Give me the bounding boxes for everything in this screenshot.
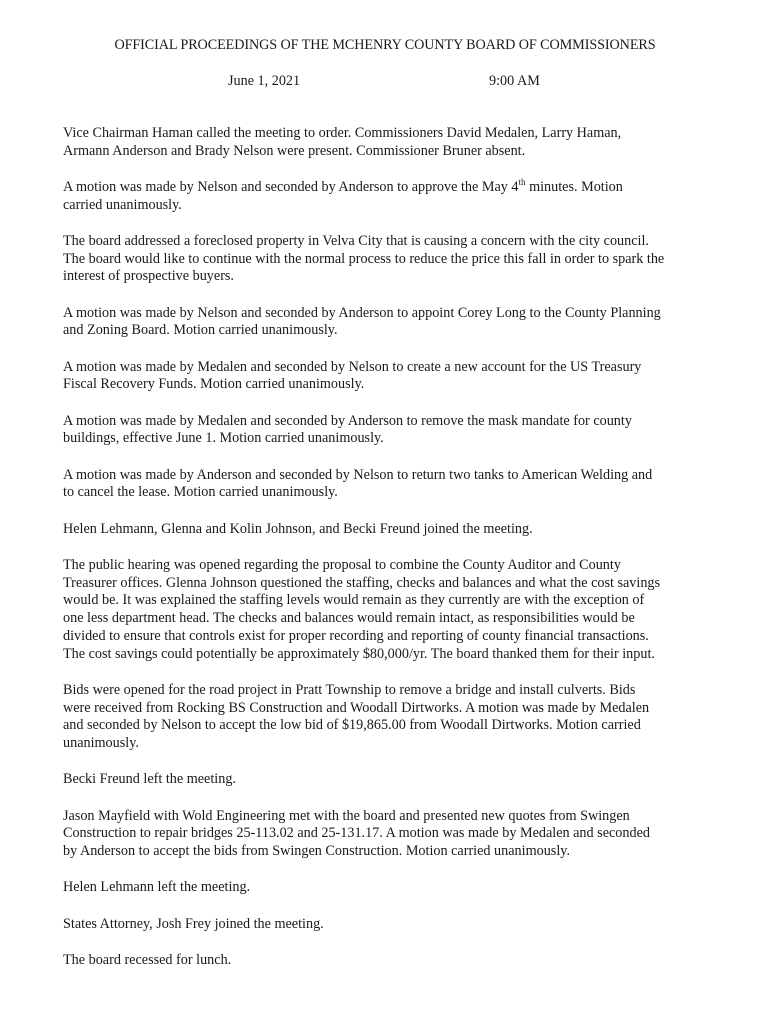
paragraph-line: Armann Anderson and Brady Nelson were present. Commissioner Bruner absent. bbox=[63, 142, 526, 159]
paragraph-line: Fiscal Recovery Funds. Motion carried unanimously. bbox=[63, 376, 365, 393]
paragraph-planning-board bbox=[63, 305, 713, 340]
paragraph-line: Becki Freund left the meeting. bbox=[63, 771, 236, 788]
meeting-date: June 1, 2021 bbox=[228, 73, 301, 89]
paragraph-line-text: A motion was made by Nelson and seconded by Anderson to approve the May 4 bbox=[63, 179, 519, 195]
paragraph-call-to-order bbox=[63, 125, 713, 160]
paragraph-line: unanimously. bbox=[63, 734, 139, 751]
paragraph-line-text: minutes. Motion bbox=[525, 179, 623, 195]
paragraph-treasury-account bbox=[63, 359, 713, 394]
paragraph-line: A motion was made by Medalen and seconded by Nelson to create a new account for the US Treasury bbox=[63, 358, 642, 375]
paragraph-line: by Anderson to accept the bids from Swingen Construction. Motion carried unanimously. bbox=[63, 842, 570, 859]
paragraph-line: to cancel the lease. Motion carried unanimously. bbox=[63, 484, 338, 501]
paragraph-line: and seconded by Nelson to accept the low bid of $19,865.00 from Woodall Dirtworks. Motion carried bbox=[63, 717, 641, 734]
paragraph-line: would be. It was explained the staffing levels would remain as they currently are with the exception of bbox=[63, 592, 645, 609]
paragraph-line: Construction to repair bridges 25-113.02 and 25-131.17. A motion was made by Medalen and seconded bbox=[63, 825, 650, 842]
paragraph-line: Vice Chairman Haman called the meeting to order. Commissioners David Medalen, Larry Haman, bbox=[63, 125, 622, 141]
paragraph-line: Jason Mayfield with Wold Engineering met with the board and presented new quotes from Swingen bbox=[63, 807, 630, 824]
paragraph-line: divided to ensure that controls exist for proper recording and reporting of county financial transactions. bbox=[63, 627, 649, 644]
paragraph-minutes-approval bbox=[63, 179, 713, 214]
paragraph-line: A motion was made by Nelson and seconded by Anderson to appoint Corey Long to the County Planning bbox=[63, 304, 661, 321]
paragraph-bridge-repair bbox=[63, 808, 713, 861]
paragraph-line: The board addressed a foreclosed property in Velva City that is causing a concern with the city council. bbox=[63, 233, 649, 249]
paragraph-line: A motion was made by Anderson and seconded by Nelson to return two tanks to American Welding and bbox=[63, 466, 653, 483]
paragraph-line: Helen Lehmann left the meeting. bbox=[63, 879, 251, 896]
paragraph-line: interest of prospective buyers. bbox=[63, 268, 234, 285]
paragraph-joined-meeting bbox=[63, 521, 713, 539]
paragraph-public-hearing bbox=[63, 557, 713, 663]
paragraph-line: were received from Rocking BS Construction and Woodall Dirtworks. A motion was made by Medalen bbox=[63, 699, 650, 716]
paragraph-line: and Zoning Board. Motion carried unanimously. bbox=[63, 322, 338, 339]
paragraph-left-meeting bbox=[63, 879, 713, 897]
paragraph-line: buildings, effective June 1. Motion carried unanimously. bbox=[63, 430, 384, 447]
meeting-time: 9:00 AM bbox=[489, 73, 540, 89]
minutes-body bbox=[63, 125, 713, 988]
paragraph-welding-tanks bbox=[63, 467, 713, 502]
paragraph-mask-mandate bbox=[63, 413, 713, 448]
paragraph-line: A motion was made by Medalen and seconded by Anderson to remove the mask mandate for county bbox=[63, 412, 632, 429]
paragraph-line: States Attorney, Josh Frey joined the meeting. bbox=[63, 915, 324, 932]
ordinal-suffix: th bbox=[518, 177, 526, 187]
paragraph-line bbox=[63, 179, 713, 197]
paragraph-line: Bids were opened for the road project in Pratt Township to remove a bridge and install culverts. Bids bbox=[63, 681, 636, 698]
paragraph-line: The public hearing was opened regarding the proposal to combine the County Auditor and County bbox=[63, 557, 621, 573]
paragraph-line: Helen Lehmann, Glenna and Kolin Johnson, and Becki Freund joined the meeting. bbox=[63, 520, 533, 537]
paragraph-line: one less department head. The checks and balances would remain intact, as responsibilities would be bbox=[63, 610, 635, 627]
paragraph-line: The cost savings could potentially be approximately $80,000/yr. The board thanked them for their input. bbox=[63, 645, 655, 662]
document-title: OFFICIAL PROCEEDINGS OF THE MCHENRY COUNTY BOARD OF COMMISSIONERS bbox=[114, 37, 656, 53]
paragraph-line: Treasurer offices. Glenna Johnson questioned the staffing, checks and balances and what the cost savings bbox=[63, 574, 661, 591]
paragraph-recess bbox=[63, 952, 713, 970]
paragraph-left-meeting bbox=[63, 771, 713, 789]
paragraph-line: The board recessed for lunch. bbox=[63, 951, 232, 968]
paragraph-line: The board would like to continue with the normal process to reduce the price this fall in order to spark the bbox=[63, 250, 665, 267]
paragraph-attorney-joined bbox=[63, 916, 713, 934]
paragraph-foreclosed-property bbox=[63, 233, 713, 286]
paragraph-line: carried unanimously. bbox=[63, 196, 182, 213]
paragraph-road-bids bbox=[63, 682, 713, 753]
